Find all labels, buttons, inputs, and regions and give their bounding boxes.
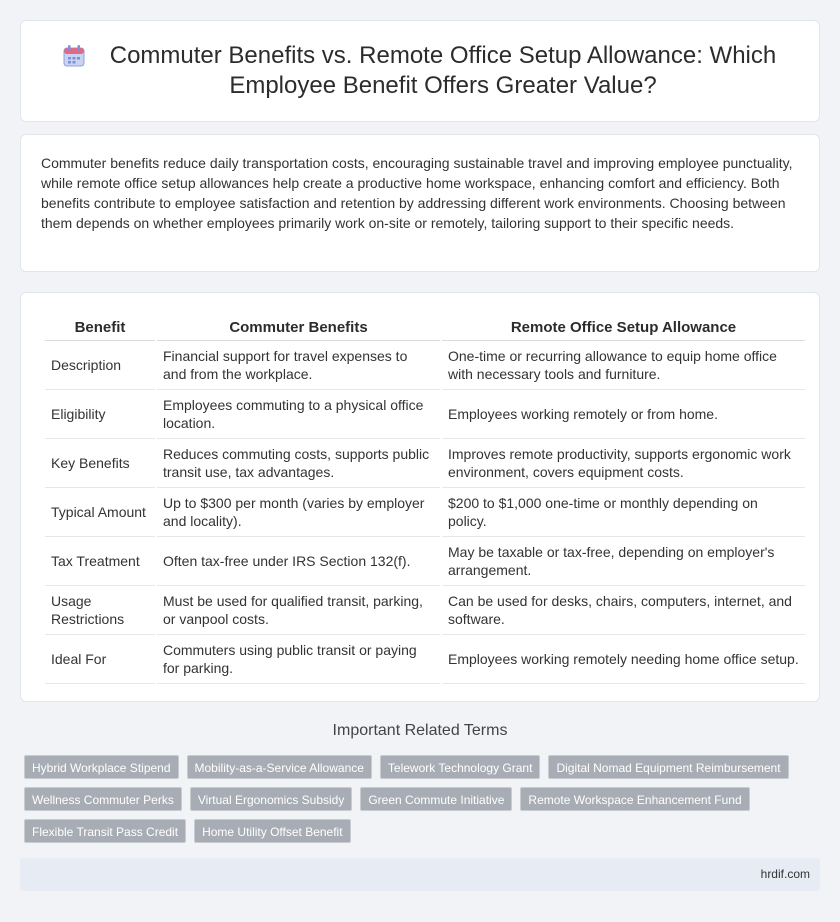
table-row [45,341,805,390]
row-label: Key Benefits [45,439,155,488]
related-term-tag[interactable]: Wellness Commuter Perks [24,787,182,811]
related-term-tag[interactable]: Telework Technology Grant [380,755,541,779]
related-term-tag[interactable]: Flexible Transit Pass Credit [24,819,186,843]
row-label: Typical Amount [45,488,155,537]
table-header-row [45,313,805,341]
intro-paragraph: Commuter benefits reduce daily transportation costs, encouraging sustainable travel and improving employee punctuality, while remote office setup allowances help create a productive home workspace, enhancing comfort and efficiency. Both benefits contribute to employee satisfaction and retention by addressing different work environments. Choosing between them depends on whether employees primarily work on-site or remotely, tailoring support to their specific needs. [41,155,793,231]
remote-cell: One-time or recurring allowance to equip home office with necessary tools and furniture. [442,341,805,390]
row-label: Ideal For [45,635,155,684]
related-term-tag[interactable]: Mobility-as-a-Service Allowance [187,755,372,779]
commuter-cell: Must be used for qualified transit, parking, or vanpool costs. [157,586,440,635]
footer-site-link[interactable]: hrdif.com [760,867,810,881]
calendar-icon [61,43,87,69]
related-term-tag[interactable]: Virtual Ergonomics Subsidy [190,787,353,811]
header-benefit: Benefit [45,313,155,341]
title-card [20,20,820,122]
related-term-tag[interactable]: Hybrid Workplace Stipend [24,755,179,779]
table-row [45,439,805,488]
commuter-cell: Often tax-free under IRS Section 132(f). [157,537,440,586]
commuter-cell: Up to $300 per month (varies by employer and locality). [157,488,440,537]
table-row [45,390,805,439]
related-terms-title: Important Related Terms [332,722,508,739]
comparison-card [20,292,820,702]
comparison-table [43,313,807,684]
table-row [45,586,805,635]
header-commuter: Commuter Benefits [157,313,440,341]
commuter-cell: Commuters using public transit or paying for parking. [157,635,440,684]
remote-cell: Employees working remotely or from home. [442,390,805,439]
table-row [45,488,805,537]
remote-cell: Employees working remotely needing home office setup. [442,635,805,684]
related-term-tag[interactable]: Home Utility Offset Benefit [194,819,351,843]
related-term-tag[interactable]: Remote Workspace Enhancement Fund [520,787,749,811]
row-label: Description [45,341,155,390]
related-term-tag[interactable]: Digital Nomad Equipment Reimbursement [548,755,788,779]
remote-cell: May be taxable or tax-free, depending on employer's arrangement. [442,537,805,586]
related-term-tag[interactable]: Green Commute Initiative [360,787,512,811]
commuter-cell: Reduces commuting costs, supports public transit use, tax advantages. [157,439,440,488]
header-remote: Remote Office Setup Allowance [442,313,805,341]
intro-card [20,134,820,272]
table-row [45,635,805,684]
footer [20,858,820,891]
commuter-cell: Financial support for travel expenses to and from the workplace. [157,341,440,390]
remote-cell: Can be used for desks, chairs, computers, internet, and software. [442,586,805,635]
row-label: Tax Treatment [45,537,155,586]
remote-cell: $200 to $1,000 one-time or monthly depending on policy. [442,488,805,537]
row-label: Eligibility [45,390,155,439]
commuter-cell: Employees commuting to a physical office location. [157,390,440,439]
table-row [45,537,805,586]
related-terms-list [24,755,824,843]
remote-cell: Improves remote productivity, supports ergonomic work environment, covers equipment costs. [442,439,805,488]
row-label: Usage Restrictions [45,586,155,635]
page-title: Commuter Benefits vs. Remote Office Setup Allowance: Which Employee Benefit Offers Greater Value? [109,42,777,99]
